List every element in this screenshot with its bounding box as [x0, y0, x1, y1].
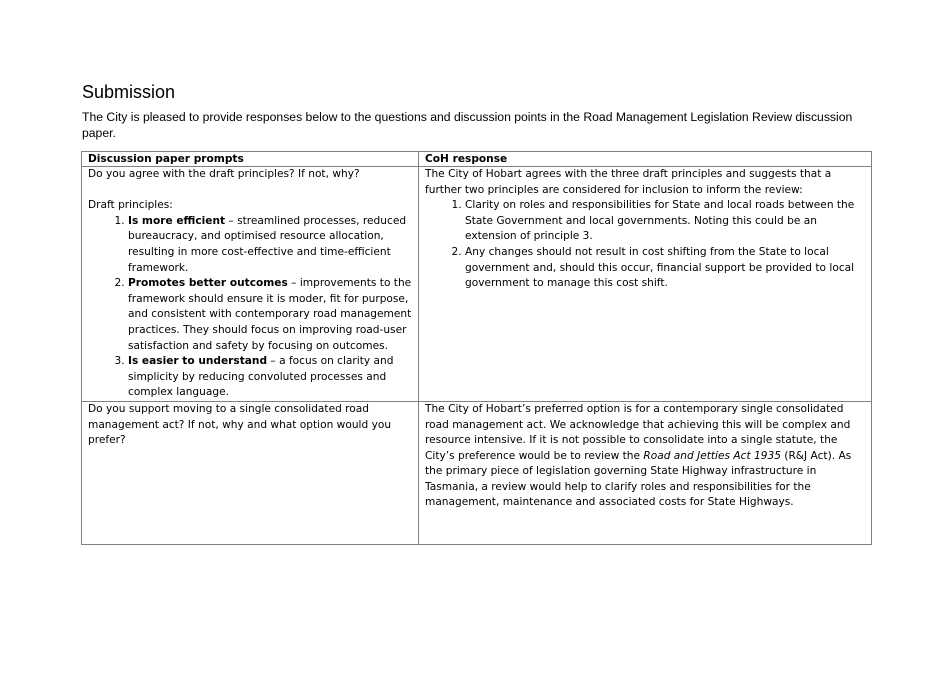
- prompt-cell: Do you support moving to a single consolidated road management act? If not, why and what option would you prefer?: [82, 401, 419, 544]
- header-prompts: Discussion paper prompts: [82, 152, 419, 167]
- response-intro: The City of Hobart agrees with the three draft principles and suggests that a further two principles are considered for inclusion to inform the review:: [425, 168, 832, 196]
- table-row: [82, 401, 872, 544]
- list-item: [128, 214, 412, 276]
- response-text: The City of Hobart’s preferred option is for a contemporary single consolidated road management act. We acknowledge that achieving this will be complex and resource intensive. If it is not possible to consolidate into a single statute, the City’s preference would be to review the: [425, 402, 851, 462]
- list-item: 2. Any changes should not result in cost shifting from the State to local government and, should this occur, financial support be provided to local government to manage this cost shift.: [465, 245, 865, 292]
- prompt-question: Do you agree with the draft principles? If not, why?: [88, 168, 360, 180]
- table-row: [82, 167, 872, 402]
- submission-table: [81, 151, 872, 545]
- table-header-row: [82, 152, 872, 167]
- principle-title: Is easier to understand: [128, 355, 268, 368]
- header-response: CoH response: [419, 152, 872, 167]
- principles-list: [88, 214, 412, 401]
- list-item: [128, 354, 412, 401]
- intro-paragraph: The City is pleased to provide responses below to the questions and discussion points in the Road Management Legislation Review discussion paper.: [82, 110, 853, 140]
- principle-text: – streamlined processes, reduced bureaucracy, and optimised resource allocation, resulting in more cost-effective and time-efficient framework.: [128, 214, 407, 274]
- response-text-cont: (R&J Act). As the primary piece of legislation governing State Highway infrastructure in Tasmania, a review would help to clarify roles and responsibilities for the management, maintenance and associated costs for State Highways.: [425, 449, 852, 509]
- list-item: [128, 276, 412, 354]
- act-title: Road and Jetties Act 1935: [643, 449, 781, 462]
- principle-title: Promotes better outcomes: [128, 277, 288, 290]
- principle-text: – improvements to the framework should ensure it is moder, fit for purpose, and consistent with contemporary road management practices. They should focus on improving road-user satisfaction and safety by focusing on outcomes.: [128, 277, 412, 352]
- prompt-cell: [82, 167, 419, 402]
- principle-title: Is more efficient: [128, 214, 226, 227]
- page-title: Submission: [82, 82, 176, 102]
- response-cell: [419, 401, 872, 544]
- response-cell: [419, 167, 872, 402]
- prompt-list-label: Draft principles:: [88, 199, 173, 212]
- spacer: [88, 183, 412, 199]
- list-item: 1. Clarity on roles and responsibilities for State and local roads between the State Government and local governments. Noting this could be an extension of principle 3.: [465, 198, 865, 245]
- response-list: [425, 198, 865, 292]
- principle-text: – a focus on clarity and simplicity by reducing convoluted processes and complex language.: [128, 355, 394, 399]
